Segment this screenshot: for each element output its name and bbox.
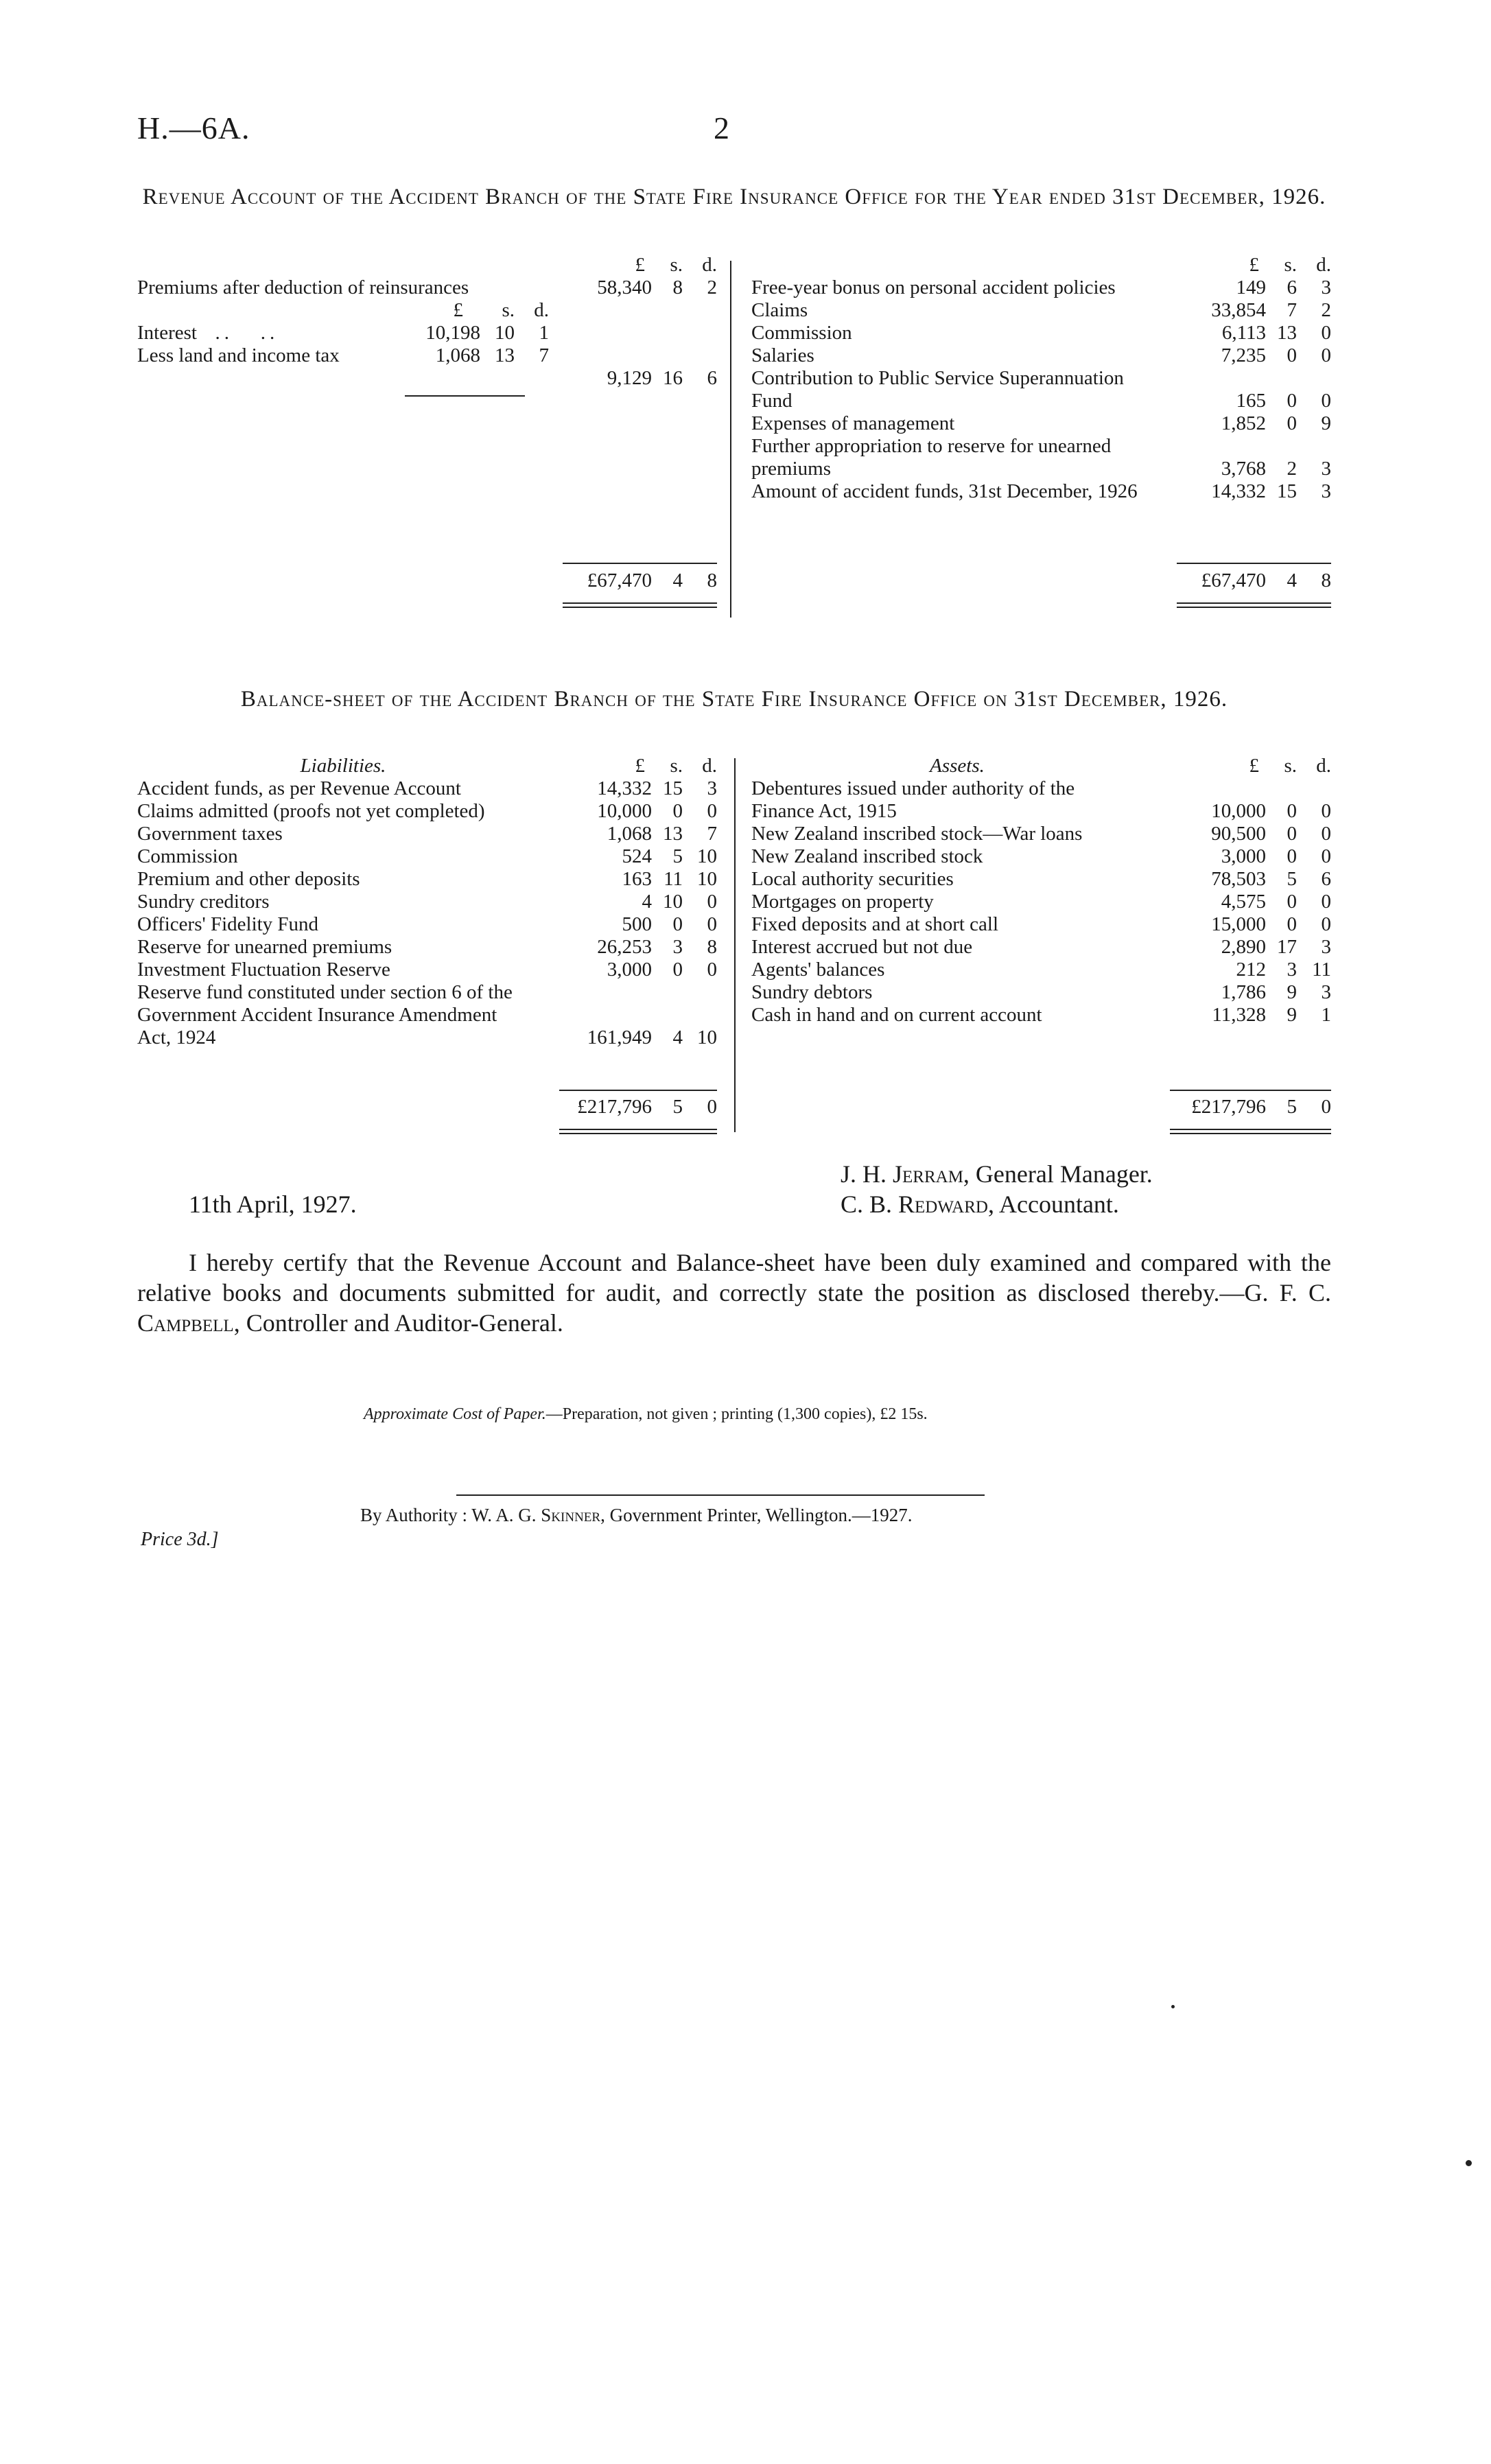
asset-shillings: 0 <box>1287 845 1297 867</box>
liability-row <box>137 845 717 868</box>
liabilities-total-shillings: 5 <box>672 1096 683 1118</box>
liab-col-pence: d. <box>702 755 717 777</box>
asset-shillings: 9 <box>1287 1004 1297 1026</box>
subtotal-rule <box>405 395 525 397</box>
expense-pence: 0 <box>1321 322 1331 344</box>
liability-row <box>137 800 717 823</box>
expense-row <box>751 412 1331 435</box>
expense-pounds: 14,332 <box>1211 480 1266 502</box>
liab-col-pound: £ <box>635 755 645 777</box>
net-interest-table <box>549 367 717 390</box>
liability-pence: 10 <box>697 1026 717 1048</box>
asset-label: New Zealand inscribed stock—War loans <box>751 823 1083 845</box>
premiums-pounds: 58,340 <box>597 277 652 298</box>
liability-pounds: 3,000 <box>607 959 652 981</box>
expense-pounds: 7,235 <box>1221 344 1266 366</box>
col-shillings: s. <box>670 254 683 276</box>
assets-total-pounds: £217,796 <box>1191 1096 1266 1118</box>
audit-certificate <box>137 1247 1331 1338</box>
premiums-label: Premiums after deduction of reinsurances <box>137 277 469 298</box>
asset-label: New Zealand inscribed stock <box>751 845 983 867</box>
asset-row <box>751 823 1331 845</box>
liability-row <box>137 777 717 800</box>
asset-col-pence: d. <box>1316 755 1331 777</box>
expense-label: Contribution to Public Service Superannuation Fund <box>751 367 1124 412</box>
expense-label: Salaries <box>751 344 814 366</box>
asset-label: Sundry debtors <box>751 981 873 1003</box>
expense-shillings: 7 <box>1287 299 1297 321</box>
expense-row <box>751 480 1331 503</box>
liability-row <box>137 936 717 959</box>
tax-shillings: 13 <box>495 344 515 366</box>
asset-label: Agents' balances <box>751 959 885 981</box>
page-number: 2 <box>714 110 729 145</box>
general-manager-role: , General Manager. <box>963 1160 1153 1188</box>
asset-pence: 3 <box>1321 936 1331 958</box>
liability-label: Commission <box>137 845 238 867</box>
expense-label: Amount of accident funds, 31st December, 1926 <box>751 480 1138 502</box>
liability-label: Reserve fund constituted under section 6 of the Government Accident Insurance Amendment Act, 1924 <box>137 981 513 1048</box>
asset-shillings: 17 <box>1277 936 1297 958</box>
expense-pence: 3 <box>1321 458 1331 480</box>
expense-shillings: 0 <box>1287 344 1297 366</box>
liabilities-total-table <box>549 1096 717 1118</box>
certificate-signer-role: , Controller and Auditor-General. <box>233 1309 563 1337</box>
expense-shillings: 2 <box>1287 458 1297 480</box>
asset-row <box>751 777 1331 823</box>
liability-pence: 10 <box>697 868 717 890</box>
liability-label: Officers' Fidelity Fund <box>137 913 319 935</box>
liability-label: Accident funds, as per Revenue Account <box>137 777 461 799</box>
expense-pounds: 3,768 <box>1221 458 1266 480</box>
liability-shillings: 0 <box>672 913 683 935</box>
sub-col-pound: £ <box>453 299 463 321</box>
premiums-shillings: 8 <box>672 277 683 298</box>
cost-text: —Preparation, not given ; printing (1,300 copies), £2 15s. <box>545 1405 928 1423</box>
interest-pence: 1 <box>539 322 549 344</box>
asset-shillings: 9 <box>1287 981 1297 1003</box>
asset-pence: 11 <box>1312 959 1331 981</box>
asset-pounds: 11,328 <box>1212 1004 1266 1026</box>
right-total-row <box>1163 570 1331 592</box>
expense-row <box>751 344 1331 367</box>
liability-row <box>137 981 717 1049</box>
expense-label: Commission <box>751 322 852 344</box>
expense-shillings: 0 <box>1287 390 1297 412</box>
tax-row <box>137 344 549 367</box>
expense-pence: 3 <box>1321 277 1331 298</box>
liability-row <box>137 913 717 936</box>
expense-label: Free-year bonus on personal accident policies <box>751 277 1116 298</box>
liability-shillings: 13 <box>663 823 683 845</box>
asset-row <box>751 868 1331 891</box>
liability-row <box>137 959 717 981</box>
asset-row <box>751 959 1331 981</box>
expense-pounds: 6,113 <box>1221 322 1266 344</box>
liabilities-total-row <box>549 1096 717 1118</box>
asset-pounds: 4,575 <box>1221 891 1266 913</box>
asset-pounds: 78,503 <box>1211 868 1266 890</box>
asset-shillings: 5 <box>1287 868 1297 890</box>
liability-pounds: 4 <box>642 891 652 913</box>
liability-row <box>137 868 717 891</box>
signature-general-manager <box>841 1160 1153 1188</box>
interest-row: Interest .. .. 10,198 10 1 <box>137 322 549 344</box>
asset-shillings: 0 <box>1287 891 1297 913</box>
sub-col-shillings: s. <box>502 299 515 321</box>
liability-pence: 3 <box>707 777 717 799</box>
asset-shillings: 3 <box>1287 959 1297 981</box>
liability-pence: 7 <box>707 823 717 845</box>
liability-label: Sundry creditors <box>137 891 270 913</box>
expense-label: Further appropriation to reserve for unearned premiums <box>751 435 1112 480</box>
liability-shillings: 0 <box>672 800 683 822</box>
assets-total-row <box>1163 1096 1331 1118</box>
liability-label: Premium and other deposits <box>137 868 360 890</box>
interest-shillings: 10 <box>495 322 515 344</box>
liability-pence: 0 <box>707 959 717 981</box>
col-pound: £ <box>635 254 645 276</box>
liability-label: Investment Fluctuation Reserve <box>137 959 390 981</box>
scan-speck <box>1466 2160 1472 2166</box>
expense-pounds: 33,854 <box>1211 299 1266 321</box>
revenue-income-table <box>137 254 717 299</box>
asset-label: Mortgages on property <box>751 891 934 913</box>
liability-pounds: 14,332 <box>597 777 652 799</box>
left-total-table <box>549 570 717 592</box>
certificate-signer: G. F. C. Campbell <box>137 1279 1331 1337</box>
liab-col-shillings: s. <box>670 755 683 777</box>
expense-shillings: 6 <box>1287 277 1297 298</box>
left-total-row <box>549 570 717 592</box>
liability-pence: 0 <box>707 891 717 913</box>
right-total-shillings: 4 <box>1287 570 1297 591</box>
liability-row <box>137 891 717 913</box>
liabilities-heading: Liabilities. <box>300 755 386 777</box>
liabilities-total-pence: 0 <box>707 1096 717 1118</box>
authority-name: Skinner <box>541 1505 601 1525</box>
assets-total-table <box>1163 1096 1331 1118</box>
accountant-name: C. B. Redward <box>841 1190 988 1218</box>
expense-row <box>751 367 1331 412</box>
expense-row <box>751 322 1331 344</box>
asset-shillings: 0 <box>1287 913 1297 935</box>
tax-pence: 7 <box>539 344 549 366</box>
tax-label: Less land and income tax <box>137 344 340 366</box>
asset-pence: 0 <box>1321 845 1331 867</box>
scan-speck <box>1171 2005 1175 2008</box>
left-total-pence: 8 <box>707 570 717 591</box>
liability-row <box>137 823 717 845</box>
liabilities-table <box>137 755 717 1049</box>
authority-suffix: , Government Printer, Wellington.—1927. <box>600 1505 913 1525</box>
liabilities-total-rule <box>559 1090 717 1091</box>
net-pounds: 9,129 <box>607 367 652 389</box>
asset-label: Fixed deposits and at short call <box>751 913 999 935</box>
asset-row <box>751 913 1331 936</box>
expense-label: Claims <box>751 299 808 321</box>
asset-pounds: 2,890 <box>1221 936 1266 958</box>
asset-row <box>751 891 1331 913</box>
column-header-row <box>137 254 717 277</box>
asset-row <box>751 936 1331 959</box>
liability-label: Reserve for unearned premiums <box>137 936 392 958</box>
liability-pounds: 524 <box>622 845 652 867</box>
liability-shillings: 5 <box>672 845 683 867</box>
assets-total-shillings: 5 <box>1287 1096 1297 1118</box>
authority-prefix: By Authority : W. A. G. <box>360 1505 541 1525</box>
liability-shillings: 11 <box>664 868 683 890</box>
asset-pounds: 15,000 <box>1211 913 1266 935</box>
expense-pounds: 149 <box>1236 277 1266 298</box>
liability-shillings: 10 <box>663 891 683 913</box>
liability-pounds: 163 <box>622 868 652 890</box>
expense-pence: 9 <box>1321 412 1331 434</box>
expense-shillings: 15 <box>1277 480 1297 502</box>
liability-pence: 0 <box>707 800 717 822</box>
liability-shillings: 0 <box>672 959 683 981</box>
signature-accountant <box>841 1190 1119 1219</box>
liability-pounds: 500 <box>622 913 652 935</box>
assets-total-rule <box>1170 1090 1331 1091</box>
left-total-double-rule <box>563 602 717 608</box>
net-shillings: 16 <box>663 367 683 389</box>
interest-header-row <box>137 299 549 322</box>
expense-row <box>751 435 1331 480</box>
right-col-pound: £ <box>1249 254 1259 276</box>
expense-shillings: 0 <box>1287 412 1297 434</box>
asset-pence: 0 <box>1321 800 1331 822</box>
expense-pounds: 165 <box>1236 390 1266 412</box>
price: Price 3d.] <box>141 1529 219 1550</box>
right-total-pence: 8 <box>1321 570 1331 591</box>
expense-pence: 3 <box>1321 480 1331 502</box>
liabilities-total-pounds: £217,796 <box>577 1096 652 1118</box>
asset-pence: 0 <box>1321 823 1331 845</box>
interest-subtable <box>137 299 549 367</box>
assets-total-pence: 0 <box>1321 1096 1331 1118</box>
asset-pence: 0 <box>1321 891 1331 913</box>
asset-label: Local authority securities <box>751 868 954 890</box>
assets-heading: Assets. <box>930 755 985 777</box>
asset-shillings: 0 <box>1287 800 1297 822</box>
right-total-table <box>1163 570 1331 592</box>
assets-table <box>751 755 1331 1026</box>
liability-pence: 0 <box>707 913 717 935</box>
expense-label: Expenses of management <box>751 412 955 434</box>
asset-label: Interest accrued but not due <box>751 936 973 958</box>
liability-pence: 8 <box>707 936 717 958</box>
printer-authority <box>360 1505 913 1526</box>
tax-pounds: 1,068 <box>435 344 480 366</box>
asset-pence: 1 <box>1321 1004 1331 1026</box>
right-col-shillings: s. <box>1284 254 1297 276</box>
asset-pounds: 10,000 <box>1211 800 1266 822</box>
asset-pence: 3 <box>1321 981 1331 1003</box>
asset-pence: 6 <box>1321 868 1331 890</box>
col-pence: d. <box>702 254 717 276</box>
balance-sheet-title: Balance-sheet of the Accident Branch of the State Fire Insurance Office on 31st December, 1926. <box>240 687 1228 712</box>
asset-row <box>751 1004 1331 1026</box>
expense-pence: 2 <box>1321 299 1331 321</box>
asset-row <box>751 981 1331 1004</box>
cost-of-paper <box>364 1405 928 1424</box>
asset-pence: 0 <box>1321 913 1331 935</box>
right-total-rule <box>1177 563 1331 564</box>
asset-label: Debentures issued under authority of the Finance Act, 1915 <box>751 777 1075 822</box>
document-code: H.—6A. <box>137 110 250 145</box>
asset-col-pound: £ <box>1249 755 1259 777</box>
accountant-role: , Accountant. <box>987 1190 1119 1218</box>
authority-rule <box>456 1494 985 1496</box>
expense-pence: 0 <box>1321 344 1331 366</box>
expense-row <box>751 299 1331 322</box>
right-total-double-rule <box>1177 602 1331 608</box>
certificate-text: I hereby certify that the Revenue Account and Balance-sheet have been duly examined and compared with the relative books and documents submitted for audit, and correctly state the position as disclosed thereby.— <box>137 1249 1331 1306</box>
liability-pounds: 161,949 <box>587 1026 652 1048</box>
expense-shillings: 13 <box>1277 322 1297 344</box>
left-total-pounds: £67,470 <box>587 570 652 591</box>
asset-col-shillings: s. <box>1284 755 1297 777</box>
expense-pounds: 1,852 <box>1221 412 1266 434</box>
liabilities-total-double-rule <box>559 1129 717 1134</box>
liability-pounds: 26,253 <box>597 936 652 958</box>
premiums-pence: 2 <box>707 277 717 298</box>
right-col-pence: d. <box>1316 254 1331 276</box>
liability-pence: 10 <box>697 845 717 867</box>
asset-row <box>751 845 1331 868</box>
revenue-expenditure-table <box>751 254 1331 503</box>
asset-shillings: 0 <box>1287 823 1297 845</box>
signature-date: 11th April, 1927. <box>189 1190 357 1218</box>
right-total-pounds: £67,470 <box>1201 570 1266 591</box>
liabilities-header-row <box>137 755 717 777</box>
liability-label: Claims admitted (proofs not yet completed) <box>137 800 485 822</box>
liability-shillings: 15 <box>663 777 683 799</box>
revenue-account-title: Revenue Account of the Accident Branch of the State Fire Insurance Office for the Year ended 31st December, 1926. <box>142 185 1326 209</box>
net-pence: 6 <box>707 367 717 389</box>
expense-pence: 0 <box>1321 390 1331 412</box>
asset-pounds: 212 <box>1236 959 1266 981</box>
assets-total-double-rule <box>1170 1129 1331 1134</box>
balance-divider <box>734 758 736 1132</box>
left-total-rule <box>563 563 717 564</box>
expense-row <box>751 277 1331 299</box>
liability-pounds: 1,068 <box>607 823 652 845</box>
interest-pounds: 10,198 <box>425 322 480 344</box>
liability-shillings: 3 <box>672 936 683 958</box>
net-interest-row <box>549 367 717 390</box>
liability-pounds: 10,000 <box>597 800 652 822</box>
liability-label: Government taxes <box>137 823 283 845</box>
cost-label: Approximate Cost of Paper. <box>364 1405 546 1423</box>
right-header-row <box>751 254 1331 277</box>
interest-label: Interest <box>137 322 197 344</box>
asset-pounds: 3,000 <box>1221 845 1266 867</box>
sub-col-pence: d. <box>534 299 549 321</box>
liability-shillings: 4 <box>672 1026 683 1048</box>
assets-header-row <box>751 755 1331 777</box>
asset-label: Cash in hand and on current account <box>751 1004 1042 1026</box>
premiums-row <box>137 277 717 299</box>
general-manager-name: J. H. Jerram <box>841 1160 963 1188</box>
asset-pounds: 1,786 <box>1221 981 1266 1003</box>
revenue-divider <box>730 261 731 618</box>
asset-pounds: 90,500 <box>1211 823 1266 845</box>
left-total-shillings: 4 <box>672 570 683 591</box>
